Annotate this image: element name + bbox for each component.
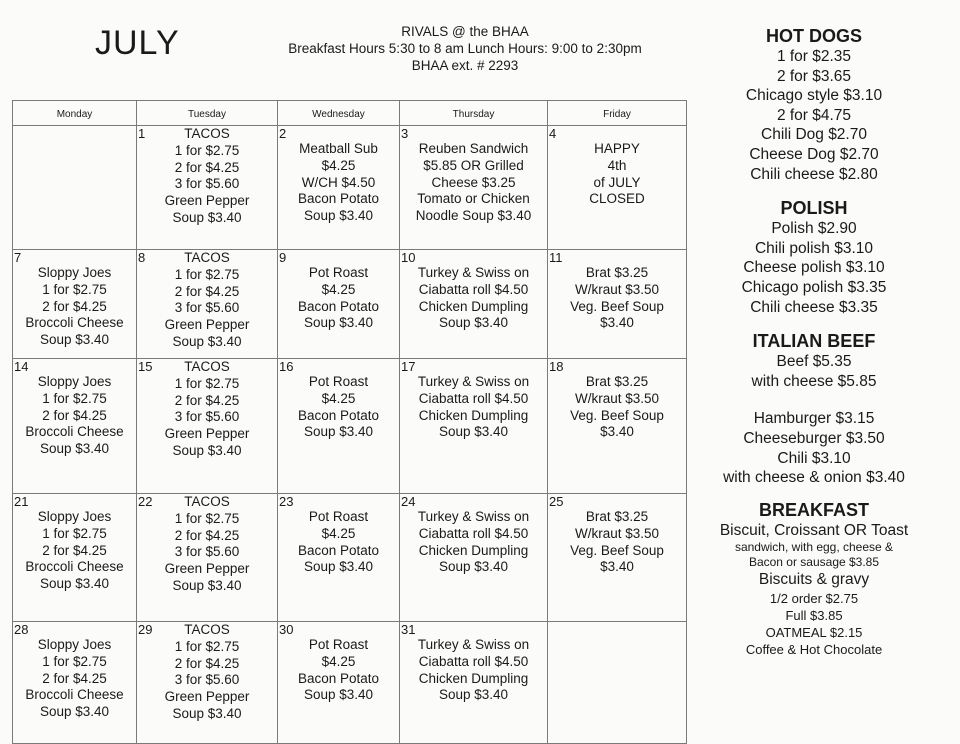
- day-menu: [137, 359, 277, 460]
- calendar-day-cell: [400, 126, 548, 250]
- burger-item: with cheese & onion $3.40: [723, 469, 905, 487]
- menu-line: 2 for $4.25: [174, 283, 240, 299]
- menu-line: Green Pepper: [164, 561, 250, 577]
- breakfast-item: Full $3.85: [785, 607, 843, 623]
- calendar-day-cell: [13, 250, 137, 359]
- menu-line: of JULY: [593, 174, 641, 190]
- month-title: JULY: [95, 24, 180, 62]
- calendar-day-cell: [400, 622, 548, 744]
- day-number: 28: [14, 622, 29, 637]
- day-number: 3: [401, 126, 409, 141]
- calendar-week-row: [13, 494, 687, 622]
- menu-line: W/kraut $3.50: [574, 390, 660, 406]
- menu-line: CLOSED: [589, 191, 645, 207]
- day-number: 1: [138, 126, 146, 141]
- breakfast-section: [700, 500, 928, 658]
- menu-line: Turkey & Swiss on: [417, 509, 530, 524]
- menu-line: Soup $3.40: [303, 315, 374, 331]
- day-header-thursday: Thursday: [400, 101, 548, 126]
- menu-line: Turkey & Swiss on: [417, 374, 530, 389]
- menu-line: Soup $3.40: [438, 559, 509, 575]
- menu-line: $3.40: [600, 559, 634, 575]
- day-number: 29: [138, 622, 153, 637]
- menu-line: Bacon Potato: [297, 542, 380, 558]
- menu-line: 3 for $5.60: [174, 300, 240, 316]
- calendar-day-cell: [137, 494, 278, 622]
- menu-line: Broccoli Cheese: [25, 559, 124, 575]
- menu-line: Noodle Soup $3.40: [415, 208, 532, 224]
- day-menu: [400, 126, 547, 225]
- menu-line: Turkey & Swiss on: [417, 637, 530, 652]
- day-number: 8: [138, 250, 146, 265]
- day-menu: [13, 622, 136, 721]
- day-menu: [548, 494, 686, 576]
- calendar-day-cell: [13, 359, 137, 494]
- menu-line: $3.40: [600, 424, 634, 440]
- day-number: 25: [549, 494, 564, 509]
- hot-dogs-item: Chicago style $3.10: [745, 87, 883, 105]
- menu-line: Ciabatta roll $4.50: [418, 653, 529, 669]
- day-menu: [137, 126, 277, 227]
- menu-line: TACOS: [184, 126, 230, 141]
- menu-line: $4.25: [321, 281, 356, 297]
- menu-line: Green Pepper: [164, 689, 250, 705]
- burger-item: Cheeseburger $3.50: [743, 429, 885, 447]
- day-menu: [400, 622, 547, 704]
- menu-line: Veg. Beef Soup: [570, 298, 664, 314]
- menu-line: Bacon Potato: [297, 407, 380, 423]
- menu-line: 1 for $2.75: [174, 510, 240, 526]
- menu-line: 2 for $4.25: [174, 159, 240, 175]
- menu-line: Sloppy Joes: [37, 374, 112, 389]
- day-header-friday: Friday: [548, 101, 687, 126]
- menu-line: Bacon Potato: [297, 191, 380, 207]
- polish-title: POLISH: [780, 198, 848, 219]
- menu-line: Soup $3.40: [303, 559, 374, 575]
- italian-beef-item: Beef $5.35: [776, 353, 852, 371]
- calendar-day-cell: [13, 622, 137, 744]
- breakfast-item: Biscuit, Croissant OR Toast: [719, 521, 909, 539]
- calendar-week-row: [13, 126, 687, 250]
- header-restaurant: RIVALS @ the BHAA: [401, 24, 529, 39]
- menu-line: W/kraut $3.50: [574, 525, 660, 541]
- menu-line: Broccoli Cheese: [25, 424, 124, 440]
- menu-line: Soup $3.40: [438, 424, 509, 440]
- menu-line: Soup $3.40: [438, 687, 509, 703]
- hot-dogs-item: Cheese Dog $2.70: [749, 145, 879, 163]
- day-menu: [548, 359, 686, 441]
- menu-line: Soup $3.40: [172, 705, 242, 721]
- menu-line: $4.25: [321, 390, 356, 406]
- menu-line: Broccoli Cheese: [25, 687, 124, 703]
- menu-line: $4.25: [321, 653, 356, 669]
- calendar-day-cell: [548, 126, 687, 250]
- hot-dogs-section: [700, 26, 928, 184]
- calendar-header-row: [13, 101, 687, 126]
- menu-line: $4.25: [321, 525, 356, 541]
- menu-line: Ciabatta roll $4.50: [418, 390, 529, 406]
- menu-line: Soup $3.40: [39, 332, 110, 348]
- menu-line: Chicken Dumpling: [418, 670, 529, 686]
- menu-line: W/kraut $3.50: [574, 281, 660, 297]
- polish-item: Polish $2.90: [771, 220, 857, 238]
- hot-dogs-item: 1 for $2.35: [776, 48, 852, 65]
- day-number: 31: [401, 622, 416, 637]
- day-number: 2: [279, 126, 287, 141]
- header-info: [255, 23, 675, 74]
- menu-line: Soup $3.40: [172, 577, 242, 593]
- day-number: 18: [549, 359, 564, 374]
- menu-line: HAPPY: [594, 141, 640, 156]
- calendar-day-cell: [278, 250, 400, 359]
- calendar-day-cell: [278, 494, 400, 622]
- day-number: 17: [401, 359, 416, 374]
- day-menu: [278, 359, 399, 441]
- menu-line: Brat $3.25: [585, 265, 649, 280]
- calendar-day-cell: [400, 359, 548, 494]
- menu-line: Soup $3.40: [303, 208, 374, 224]
- calendar-day-cell: [548, 622, 687, 744]
- menu-line: Veg. Beef Soup: [570, 407, 664, 423]
- menu-line: 2 for $4.25: [174, 392, 240, 408]
- menu-line: TACOS: [184, 250, 230, 265]
- menu-line: Soup $3.40: [172, 442, 242, 458]
- menu-line: Bacon Potato: [297, 670, 380, 686]
- menu-line: 2 for $4.25: [174, 655, 240, 671]
- day-number: 24: [401, 494, 416, 509]
- menu-sidebar: [700, 26, 928, 658]
- menu-line: Ciabatta roll $4.50: [418, 525, 529, 541]
- hot-dogs-item: 2 for $3.65: [776, 67, 852, 85]
- calendar-week-row: [13, 250, 687, 359]
- menu-line: Bacon Potato: [297, 298, 380, 314]
- italian-beef-title: ITALIAN BEEF: [752, 331, 876, 352]
- menu-line: TACOS: [184, 494, 230, 509]
- calendar-day-cell: [278, 126, 400, 250]
- menu-line: 1 for $2.75: [174, 638, 240, 654]
- calendar-day-cell: [137, 126, 278, 250]
- calendar-day-cell: [137, 250, 278, 359]
- menu-line: Soup $3.40: [39, 441, 110, 457]
- menu-line: Tomato or Chicken: [417, 191, 530, 207]
- menu-line: Chicken Dumpling: [418, 407, 529, 423]
- italian-beef-item: with cheese $5.85: [751, 372, 877, 390]
- breakfast-item: Coffee & Hot Chocolate: [745, 641, 883, 657]
- day-menu: [278, 126, 399, 225]
- breakfast-item: sandwich, with egg, cheese &: [734, 540, 894, 555]
- day-header-monday: Monday: [13, 101, 137, 126]
- calendar-day-cell: [400, 250, 548, 359]
- day-number: 22: [138, 494, 153, 509]
- menu-line: Pot Roast: [308, 374, 369, 389]
- menu-line: $4.25: [321, 157, 356, 173]
- menu-line: Sloppy Joes: [37, 637, 112, 652]
- breakfast-item: 1/2 order $2.75: [769, 590, 859, 606]
- menu-line: TACOS: [184, 622, 230, 637]
- menu-line: $3.40: [600, 315, 634, 331]
- calendar-day-cell: [137, 622, 278, 744]
- polish-section: [700, 198, 928, 317]
- day-number: 7: [14, 250, 22, 265]
- hot-dogs-item: Chili cheese $2.80: [750, 165, 878, 183]
- day-menu: [13, 126, 136, 141]
- menu-line: 3 for $5.60: [174, 176, 240, 192]
- menu-line: $5.85 OR Grilled: [423, 157, 524, 173]
- menu-line: 1 for $2.75: [42, 281, 107, 297]
- menu-line: Chicken Dumpling: [418, 298, 529, 314]
- calendar-day-cell: [137, 359, 278, 494]
- menu-line: 2 for $4.25: [42, 670, 107, 686]
- day-menu: [548, 622, 686, 637]
- day-number: 11: [549, 250, 563, 265]
- menu-line: Pot Roast: [308, 509, 369, 524]
- menu-line: Soup $3.40: [438, 315, 509, 331]
- menu-line: Turkey & Swiss on: [417, 265, 530, 280]
- menu-line: 2 for $4.25: [42, 298, 107, 314]
- menu-line: TACOS: [184, 359, 230, 374]
- calendar-day-cell: [13, 494, 137, 622]
- day-menu: [13, 494, 136, 593]
- menu-calendar: [12, 100, 687, 744]
- day-menu: [278, 622, 399, 704]
- day-menu: [400, 250, 547, 332]
- menu-line: 2 for $4.25: [42, 407, 107, 423]
- day-number: 30: [279, 622, 294, 637]
- calendar-day-cell: [13, 126, 137, 250]
- menu-line: 1 for $2.75: [42, 653, 107, 669]
- menu-line: Chicken Dumpling: [418, 542, 529, 558]
- menu-line: Soup $3.40: [303, 687, 374, 703]
- menu-line: Pot Roast: [308, 265, 369, 280]
- menu-line: Soup $3.40: [172, 333, 242, 349]
- menu-line: Soup $3.40: [39, 704, 110, 720]
- day-menu: [13, 250, 136, 349]
- polish-item: Chicago polish $3.35: [741, 278, 887, 296]
- day-menu: [278, 494, 399, 576]
- menu-line: Cheese $3.25: [431, 174, 516, 190]
- menu-line: Green Pepper: [164, 426, 250, 442]
- burgers-section: [700, 409, 928, 487]
- day-menu: [400, 359, 547, 441]
- menu-line: 2 for $4.25: [42, 542, 107, 558]
- menu-line: Broccoli Cheese: [25, 315, 124, 331]
- hot-dogs-title: HOT DOGS: [765, 26, 862, 46]
- day-header-wednesday: Wednesday: [278, 101, 400, 126]
- menu-line: 1 for $2.75: [174, 142, 240, 158]
- calendar-day-cell: [548, 359, 687, 494]
- menu-line: 1 for $2.75: [42, 525, 107, 541]
- menu-line: Sloppy Joes: [37, 509, 112, 524]
- menu-line: Soup $3.40: [303, 424, 374, 440]
- day-number: 15: [138, 359, 153, 374]
- menu-line: Reuben Sandwich: [418, 141, 529, 156]
- menu-line: 1 for $2.75: [174, 375, 240, 391]
- day-menu: [278, 250, 399, 332]
- breakfast-item: Bacon or sausage $3.85: [748, 555, 880, 570]
- menu-line: 3 for $5.60: [174, 544, 240, 560]
- menu-line: 4th: [607, 157, 627, 173]
- menu-line: Green Pepper: [164, 193, 250, 209]
- calendar-day-cell: [548, 250, 687, 359]
- day-number: 21: [14, 494, 29, 509]
- menu-line: Veg. Beef Soup: [570, 542, 664, 558]
- calendar-week-row: [13, 622, 687, 744]
- menu-line: Soup $3.40: [39, 576, 110, 592]
- menu-line: W/CH $4.50: [301, 174, 376, 190]
- day-menu: [13, 359, 136, 458]
- italian-beef-section: [700, 331, 928, 391]
- calendar-week-row: [13, 359, 687, 494]
- burger-item: Chili $3.10: [777, 449, 851, 467]
- menu-line: Ciabatta roll $4.50: [418, 281, 529, 297]
- day-menu: [137, 250, 277, 351]
- day-number: 23: [279, 494, 294, 509]
- day-number: 16: [279, 359, 294, 374]
- breakfast-item: OATMEAL $2.15: [765, 624, 863, 640]
- menu-line: Meatball Sub: [299, 141, 378, 156]
- day-menu: [137, 494, 277, 595]
- menu-line: Pot Roast: [308, 637, 369, 652]
- day-number: 10: [401, 250, 416, 265]
- hot-dogs-item: 2 for $4.75: [776, 106, 852, 124]
- calendar-day-cell: [278, 622, 400, 744]
- burger-item: Hamburger $3.15: [753, 410, 875, 428]
- header-extension: BHAA ext. # 2293: [411, 58, 519, 73]
- menu-line: Sloppy Joes: [37, 265, 112, 280]
- menu-line: 1 for $2.75: [174, 266, 240, 282]
- day-header-tuesday: Tuesday: [137, 101, 278, 126]
- polish-item: Chili polish $3.10: [754, 239, 874, 257]
- menu-line: Brat $3.25: [585, 509, 649, 524]
- breakfast-title: BREAKFAST: [758, 499, 869, 520]
- polish-item: Chili cheese $3.35: [750, 298, 878, 316]
- day-number: 9: [279, 250, 287, 265]
- calendar-day-cell: [400, 494, 548, 622]
- menu-line: 1 for $2.75: [42, 390, 107, 406]
- menu-line: Green Pepper: [164, 317, 250, 333]
- calendar-day-cell: [548, 494, 687, 622]
- menu-line: 2 for $4.25: [174, 527, 240, 543]
- calendar-day-cell: [278, 359, 400, 494]
- menu-line: 3 for $5.60: [174, 409, 240, 425]
- day-menu: [137, 622, 277, 723]
- day-number: 4: [549, 126, 557, 141]
- polish-item: Cheese polish $3.10: [743, 259, 885, 277]
- header-hours: Breakfast Hours 5:30 to 8 am Lunch Hours: 9:00 to 2:30pm: [288, 41, 642, 56]
- menu-line: Brat $3.25: [585, 374, 649, 389]
- menu-line: Soup $3.40: [172, 209, 242, 225]
- menu-line: 3 for $5.60: [174, 672, 240, 688]
- day-menu: [548, 250, 686, 332]
- day-menu: [548, 126, 686, 208]
- hot-dogs-item: Chili Dog $2.70: [761, 126, 867, 144]
- breakfast-item: Biscuits & gravy: [758, 571, 870, 589]
- day-menu: [400, 494, 547, 576]
- day-number: 14: [14, 359, 29, 374]
